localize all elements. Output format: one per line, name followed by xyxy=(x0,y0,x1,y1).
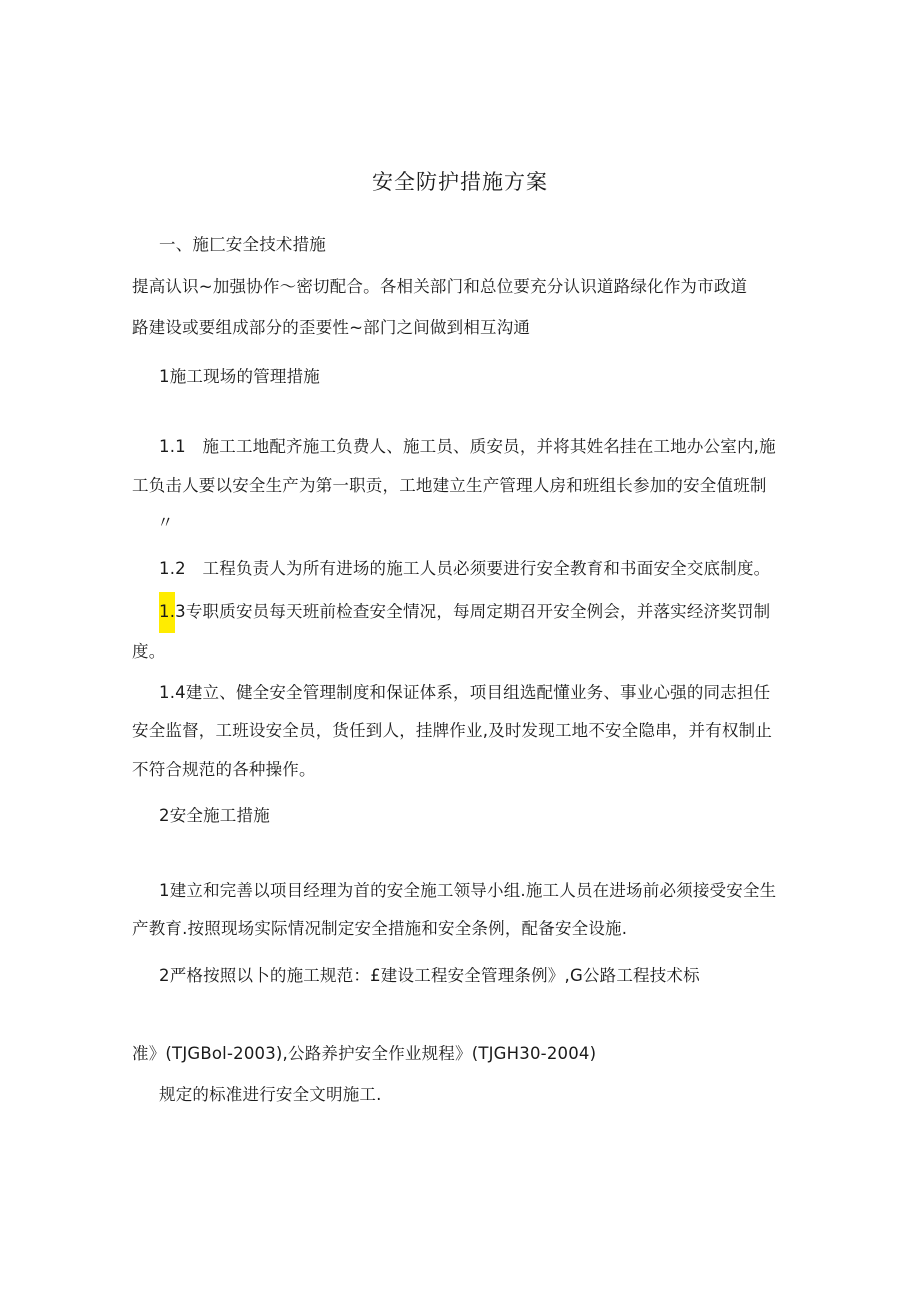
paragraph-line: 2严格按照以卜的施工规范：£建设工程安全管理条例》,G公路工程技术标 xyxy=(159,966,700,985)
paragraph-line: 准》(TJGBol-2003),公路养护安全作业规程》(TJGH30-2004) xyxy=(132,1044,597,1063)
paragraph-line: 工负击人要以安全生产为第一职贡，工地建立生产管理人房和班组长参加的安全值班制 xyxy=(132,476,767,495)
paragraph-line: 1.4建立、健全安全管理制度和保证体系，项目组选配懂业务、事业心强的同志担任 xyxy=(159,683,771,702)
paragraph-line: 1建立和完善以项目经理为首的安全施工领导小组.施工人员在进场前必须接受安全生 xyxy=(159,881,777,900)
paragraph-text: 3专职质安员每天班前检查安全情况，每周定期召开安全例会，并落实经济奖罚制 xyxy=(175,602,771,621)
subsection-heading: 1施工现场的管理措施 xyxy=(159,367,320,386)
highlight-marker: 1. xyxy=(159,592,175,633)
paragraph-line: 1.2 工程负责人为所有进场的施工人员必须要进行安全教育和书面安全交底制度。 xyxy=(159,559,771,578)
paragraph-line: 不符合规范的各种操作。 xyxy=(132,760,316,779)
paragraph-line: 产教育.按照现场实际情况制定安全措施和安全条例，配备安全设施. xyxy=(132,919,628,938)
paragraph-line: 提高认识~加强协作〜密切配合。各相关部门和总位要充分认识道路绿化作为市政道 xyxy=(132,277,748,296)
paragraph-line: 路建设或要组成部分的歪要性~部门之间做到相互沟通 xyxy=(132,318,531,337)
paragraph-line: 1.1 施工工地配齐施工负费人、施工员、质安员，并将其姓名挂在工地办公室内,施 xyxy=(159,437,776,456)
paragraph-line: 规定的标准进行安全文明施工. xyxy=(159,1085,382,1104)
section-heading: 一、施匚安全技术措施 xyxy=(159,235,326,254)
paragraph-line: 度。 xyxy=(132,642,166,661)
paragraph-line xyxy=(159,600,770,624)
paragraph-line: 安全监督，工班设安全员，货任到人，挂牌作业,及时发现工地不安全隐串，并有权制止 xyxy=(132,721,773,740)
subsection-heading: 2安全施工措施 xyxy=(159,806,270,825)
paragraph-line: 〃 xyxy=(157,513,174,532)
document-title: 安全防护措施方案 xyxy=(372,170,548,194)
